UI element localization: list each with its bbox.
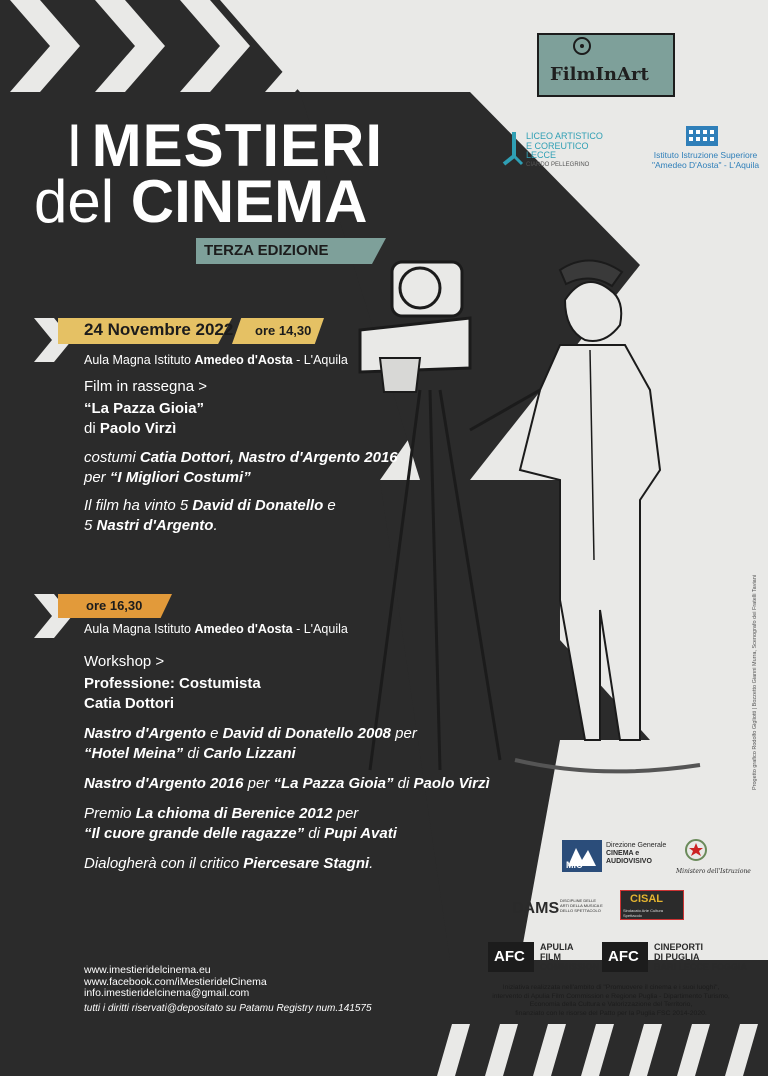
costumes-pre: costumi bbox=[84, 449, 140, 466]
event1-time: ore 14,30 bbox=[255, 323, 312, 338]
dialog-line bbox=[84, 854, 373, 874]
facebook-link[interactable]: www.facebook.com/iMestieridelCinema bbox=[84, 975, 267, 988]
venue-bold: Amedeo d'Aosta bbox=[194, 353, 293, 367]
afc-mark-1: AFC bbox=[494, 948, 525, 965]
mic-acronym: MiC bbox=[566, 860, 583, 870]
award2-dir: Paolo Virzì bbox=[413, 775, 490, 792]
afc2-line-2: DI PUGLIA bbox=[654, 952, 700, 962]
film-director-line bbox=[84, 419, 176, 439]
award2-bold: Nastro d'Argento 2016 bbox=[84, 775, 244, 792]
film-director: Paolo Virzì bbox=[99, 420, 177, 437]
event2-venue bbox=[84, 622, 348, 636]
venue-pre: Aula Magna Istituto bbox=[84, 622, 195, 636]
premio-per: per bbox=[332, 805, 359, 822]
title-line-2 bbox=[34, 168, 368, 235]
liceo-line-3: LECCE bbox=[526, 150, 557, 160]
award1-dir: Carlo Lizzani bbox=[203, 745, 296, 762]
costumes-bold: Catia Dottori, Nastro d'Argento 2016 bbox=[139, 449, 398, 466]
afc1-line-2: FILM bbox=[540, 952, 561, 962]
venue-bold: Amedeo d'Aosta bbox=[194, 622, 293, 636]
afc-2-text bbox=[654, 942, 747, 972]
premio-dir: Pupi Avati bbox=[324, 825, 397, 842]
won-line-2 bbox=[84, 516, 218, 536]
dams-subtitle: DISCIPLINE DELLE ARTI DELLA MUSICA E DELLO SPETTACOLO bbox=[560, 898, 603, 913]
award2-di: di bbox=[393, 775, 414, 792]
venue-pre: Aula Magna Istituto bbox=[84, 353, 195, 367]
costumes-award-line bbox=[84, 468, 251, 488]
costumist-name: Catia Dottori bbox=[84, 695, 174, 712]
film-by: di bbox=[84, 420, 100, 437]
filminart-text: FilmInArt bbox=[550, 64, 649, 85]
istituto-line-2: "Amedeo D'Aosta" - L'Aquila bbox=[652, 160, 760, 170]
afc-1-text bbox=[540, 942, 599, 972]
award2-per: per bbox=[243, 775, 274, 792]
afc1-line-1: APULIA bbox=[540, 942, 574, 952]
istituto-line-1: Istituto Istruzione Superiore bbox=[653, 150, 758, 160]
award1-line-2 bbox=[84, 744, 296, 764]
award2-line bbox=[84, 774, 490, 794]
premio-pre: Premio bbox=[84, 805, 136, 822]
contacts bbox=[84, 965, 267, 1000]
won-line-1 bbox=[84, 496, 336, 516]
title-line1-thin: I bbox=[66, 112, 84, 179]
dialog-bold: Piercesare Stagni bbox=[243, 855, 370, 872]
award1-film: “Hotel Meina” bbox=[84, 745, 184, 762]
film-intro: Film in rassegna > bbox=[84, 378, 207, 395]
event2-time: ore 16,30 bbox=[86, 598, 143, 613]
afc2-line-3: BARI LECCE FOGGIA bbox=[654, 962, 748, 972]
title-line2-thin: del bbox=[34, 168, 115, 235]
edition-label: TERZA EDIZIONE bbox=[204, 242, 329, 259]
won-bold-1: David di Donatello bbox=[192, 497, 324, 514]
award1-bold-1: Nastro d'Argento bbox=[84, 725, 206, 742]
won-num: 5 bbox=[84, 517, 97, 534]
title-line2-bold: CINEMA bbox=[130, 168, 368, 235]
award2-film: “La Pazza Gioia” bbox=[273, 775, 394, 792]
ministero-text: Ministero dell'Istruzione bbox=[676, 868, 751, 875]
afc-mark-2: AFC bbox=[608, 948, 639, 965]
venue-post: - L'Aquila bbox=[292, 622, 348, 636]
premio-line-1 bbox=[84, 804, 358, 824]
afc1-line-3: COMMISSION bbox=[540, 962, 600, 972]
cisal-text: CISAL bbox=[630, 893, 663, 905]
dialog-end: . bbox=[369, 855, 374, 872]
premio-film: “Il cuore grande delle ragazze” bbox=[84, 825, 305, 842]
award1-mid: e bbox=[205, 725, 223, 742]
istituto-logo-icon bbox=[686, 122, 718, 148]
cisal-subtitle: Sindacato Arte Cultura Spettacolo bbox=[623, 908, 664, 918]
award1-line-1 bbox=[84, 724, 417, 744]
mic-line-2: CINEMA e bbox=[606, 850, 640, 857]
award1-di: di bbox=[183, 745, 204, 762]
event1-venue bbox=[84, 353, 348, 367]
credit-line-3: Economia della Cultura e Valorizzazione del Territorio, bbox=[529, 1001, 693, 1008]
film-title: “La Pazza Gioia” bbox=[84, 400, 205, 417]
italian-emblem-icon bbox=[684, 838, 708, 866]
liceo-line-4: CIARDO PELLEGRINO bbox=[526, 161, 590, 168]
mic-line-3: AUDIOVISIVO bbox=[606, 858, 652, 865]
rights-notice: tutti i diritti riservati@depositato su Patamu Registry num.141575 bbox=[84, 1003, 372, 1014]
title-line-1 bbox=[66, 112, 384, 179]
credit-line-1: Iniziativa realizzata nell'ambito di "Promuovere il cinema e i suoi luoghi", bbox=[502, 984, 720, 991]
mic-logo-text bbox=[606, 842, 666, 866]
award1-bold-2: David di Donatello 2008 bbox=[222, 725, 391, 742]
liceo-line-2: E COREUTICO bbox=[526, 140, 589, 151]
workshop-label: Workshop > bbox=[84, 653, 165, 670]
liceo-logo-text bbox=[526, 132, 603, 170]
won-pre: Il film ha vinto 5 bbox=[84, 497, 193, 514]
dams-logo: DAMS bbox=[512, 900, 560, 917]
email-link[interactable]: info.imestieridelcinema@gmail.com bbox=[84, 987, 250, 999]
title-line1-bold: MESTIERI bbox=[91, 112, 384, 179]
dialog-pre: Dialogherà con il critico bbox=[84, 855, 244, 872]
won-bold-2: Nastri d'Argento bbox=[96, 517, 214, 534]
venue-post: - L'Aquila bbox=[292, 353, 348, 367]
award1-per: per bbox=[390, 725, 417, 742]
premio-di: di bbox=[304, 825, 325, 842]
liceo-line-1: LICEO ARTISTICO bbox=[526, 131, 603, 141]
won-mid: e bbox=[323, 497, 336, 514]
premio-line-2 bbox=[84, 824, 397, 844]
vertical-credit: Progetto grafico Rodolfo Gigliotti | Bozzetto Gianni Murra, Scenografo dei Fratelli Taviani bbox=[752, 574, 758, 790]
costumes-per: per bbox=[84, 469, 110, 486]
event1-date: 24 Novembre 2022 bbox=[84, 320, 234, 339]
funding-credit bbox=[454, 984, 768, 1018]
website-link[interactable]: www.imestieridelcinema.eu bbox=[84, 964, 211, 976]
costumes-award: “I Migliori Costumi” bbox=[109, 469, 251, 486]
mic-line-1: Direzione Generale bbox=[606, 842, 667, 849]
costumes-line bbox=[84, 448, 398, 468]
credit-line-2: intervento di Apulia Film Commission e Regione Puglia - Dipartimento Turismo, bbox=[492, 992, 730, 1000]
istituto-logo-text bbox=[652, 150, 759, 170]
liceo-logo-icon bbox=[500, 130, 524, 166]
profession: Professione: Costumista bbox=[84, 675, 261, 692]
premio-bold: La chioma di Berenice 2012 bbox=[135, 805, 333, 822]
credit-line-4: finanziato con le risorse del Patto per la Puglia FSC 2014-2020. bbox=[515, 1009, 707, 1017]
won-end: . bbox=[213, 517, 218, 534]
afc2-line-1: CINEPORTI bbox=[654, 942, 704, 952]
